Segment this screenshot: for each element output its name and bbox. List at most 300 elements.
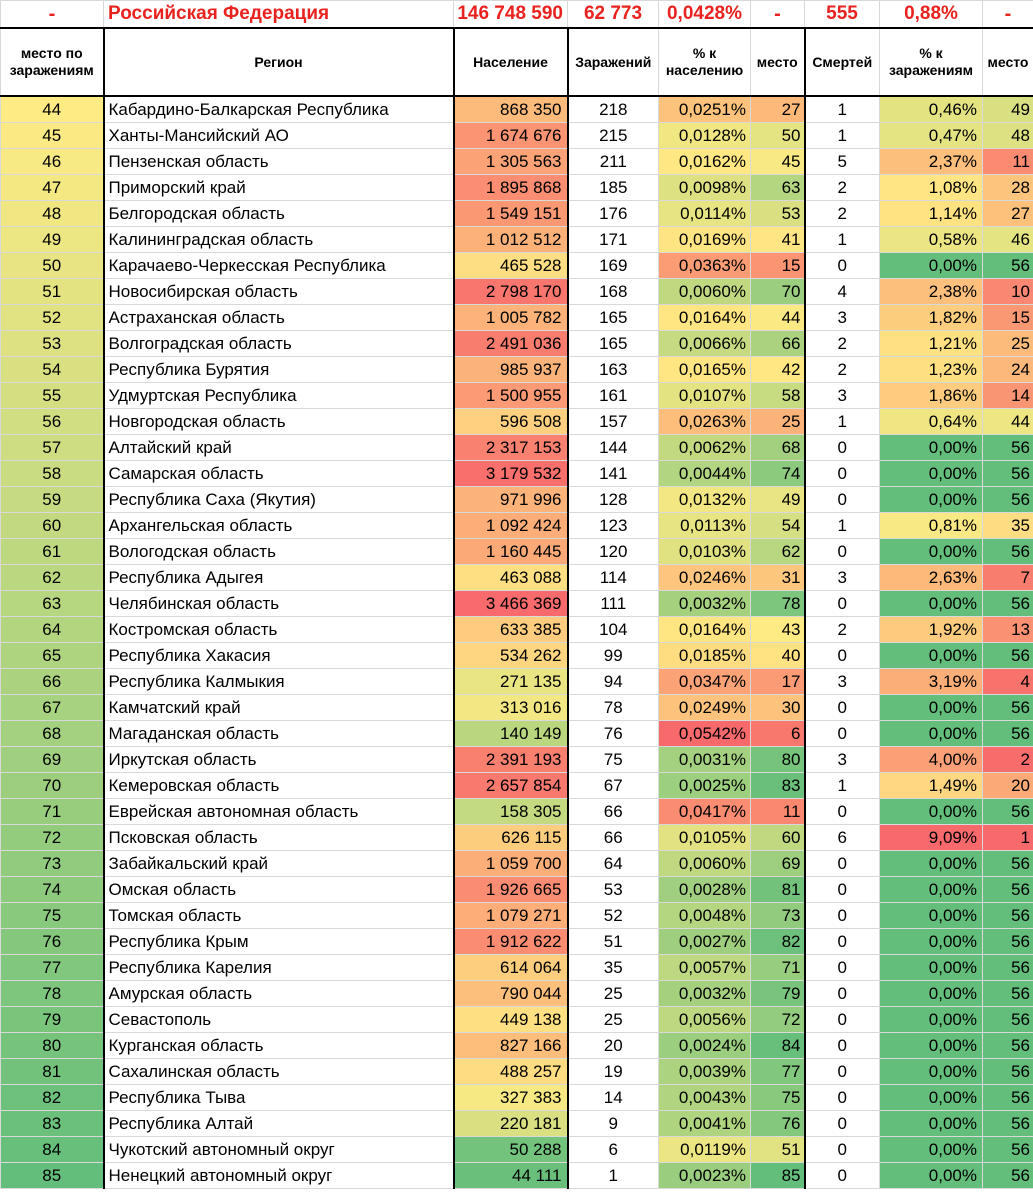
cell-population: 488 257 xyxy=(454,1059,568,1085)
cell-population: 534 262 xyxy=(454,643,568,669)
table-row xyxy=(1,1033,1033,1059)
table-row xyxy=(1,227,1033,253)
cell-place2: 27 xyxy=(983,201,1033,227)
cell-pct-population: 0,0119% xyxy=(659,1137,751,1163)
cell-population: 1 079 271 xyxy=(454,903,568,929)
cell-place2: 56 xyxy=(983,1059,1033,1085)
cell-population: 868 350 xyxy=(454,96,568,123)
cell-population: 790 044 xyxy=(454,981,568,1007)
cell-place2: 56 xyxy=(983,851,1033,877)
table-row xyxy=(1,123,1033,149)
cell-pct-population: 0,0028% xyxy=(659,877,751,903)
cell-pct-cases: 0,00% xyxy=(880,981,983,1007)
cell-deaths: 0 xyxy=(805,1033,880,1059)
total-pct-cases: 0,88% xyxy=(880,1,983,29)
cell-place: 50 xyxy=(751,123,805,149)
cell-deaths: 3 xyxy=(805,747,880,773)
cell-pct-population: 0,0113% xyxy=(659,513,751,539)
cell-place2: 44 xyxy=(983,409,1033,435)
cell-pct-population: 0,0044% xyxy=(659,461,751,487)
cell-rank: 65 xyxy=(1,643,104,669)
table-row xyxy=(1,96,1033,123)
cell-region: Кемеровская область xyxy=(104,773,454,799)
cell-rank: 53 xyxy=(1,331,104,357)
cell-place: 54 xyxy=(751,513,805,539)
cell-pct-cases: 0,00% xyxy=(880,1059,983,1085)
cell-pct-population: 0,0056% xyxy=(659,1007,751,1033)
cell-place: 75 xyxy=(751,1085,805,1111)
cell-cases: 66 xyxy=(568,825,659,851)
cell-population: 465 528 xyxy=(454,253,568,279)
cell-place: 83 xyxy=(751,773,805,799)
cell-cases: 51 xyxy=(568,929,659,955)
cell-deaths: 1 xyxy=(805,513,880,539)
total-region: Российская Федерация xyxy=(104,1,454,29)
cell-deaths: 0 xyxy=(805,1059,880,1085)
cell-deaths: 1 xyxy=(805,409,880,435)
cell-population: 971 996 xyxy=(454,487,568,513)
cell-region: Новгородская область xyxy=(104,409,454,435)
cell-population: 626 115 xyxy=(454,825,568,851)
cell-place2: 10 xyxy=(983,279,1033,305)
cell-deaths: 0 xyxy=(805,435,880,461)
cell-region: Курганская область xyxy=(104,1033,454,1059)
cell-pct-cases: 1,23% xyxy=(880,357,983,383)
cell-cases: 123 xyxy=(568,513,659,539)
cell-population: 1 500 955 xyxy=(454,383,568,409)
cell-pct-population: 0,0027% xyxy=(659,929,751,955)
cell-rank: 73 xyxy=(1,851,104,877)
cell-population: 327 383 xyxy=(454,1085,568,1111)
cell-pct-population: 0,0128% xyxy=(659,123,751,149)
cell-region: Республика Тыва xyxy=(104,1085,454,1111)
table-row xyxy=(1,305,1033,331)
cell-deaths: 6 xyxy=(805,825,880,851)
table-row xyxy=(1,513,1033,539)
cell-place: 44 xyxy=(751,305,805,331)
cell-pct-cases: 0,00% xyxy=(880,435,983,461)
cell-region: Республика Саха (Якутия) xyxy=(104,487,454,513)
cell-cases: 1 xyxy=(568,1163,659,1189)
cell-pct-population: 0,0025% xyxy=(659,773,751,799)
cell-place: 71 xyxy=(751,955,805,981)
cell-region: Калининградская область xyxy=(104,227,454,253)
cell-pct-cases: 9,09% xyxy=(880,825,983,851)
cell-pct-cases: 1,86% xyxy=(880,383,983,409)
cell-deaths: 4 xyxy=(805,279,880,305)
cell-region: Республика Крым xyxy=(104,929,454,955)
header-pct-cases: % к заражениям xyxy=(880,28,983,96)
cell-population: 633 385 xyxy=(454,617,568,643)
cell-deaths: 0 xyxy=(805,1163,880,1189)
cell-pct-cases: 1,82% xyxy=(880,305,983,331)
table-row xyxy=(1,695,1033,721)
cell-pct-population: 0,0132% xyxy=(659,487,751,513)
header-region: Регион xyxy=(104,28,454,96)
total-pct-population: 0,0428% xyxy=(659,1,751,29)
cell-region: Кабардино-Балкарская Республика xyxy=(104,96,454,123)
cell-deaths: 3 xyxy=(805,669,880,695)
cell-pct-cases: 0,00% xyxy=(880,877,983,903)
cell-deaths: 0 xyxy=(805,539,880,565)
cell-cases: 19 xyxy=(568,1059,659,1085)
table-row xyxy=(1,851,1033,877)
cell-place: 27 xyxy=(751,96,805,123)
cell-place2: 56 xyxy=(983,1033,1033,1059)
cell-place: 80 xyxy=(751,747,805,773)
cell-pct-cases: 0,00% xyxy=(880,487,983,513)
cell-place2: 48 xyxy=(983,123,1033,149)
cell-population: 3 179 532 xyxy=(454,461,568,487)
cell-place2: 1 xyxy=(983,825,1033,851)
cell-place2: 28 xyxy=(983,175,1033,201)
cell-cases: 168 xyxy=(568,279,659,305)
table-row xyxy=(1,565,1033,591)
cell-deaths: 0 xyxy=(805,1137,880,1163)
table-row xyxy=(1,773,1033,799)
cell-population: 140 149 xyxy=(454,721,568,747)
cell-place2: 56 xyxy=(983,955,1033,981)
cell-deaths: 0 xyxy=(805,253,880,279)
cell-cases: 128 xyxy=(568,487,659,513)
cell-population: 2 391 193 xyxy=(454,747,568,773)
cell-cases: 25 xyxy=(568,1007,659,1033)
cell-population: 1 059 700 xyxy=(454,851,568,877)
cell-place2: 56 xyxy=(983,981,1033,1007)
cell-pct-cases: 2,63% xyxy=(880,565,983,591)
cell-region: Республика Калмыкия xyxy=(104,669,454,695)
table-row xyxy=(1,1111,1033,1137)
cell-rank: 66 xyxy=(1,669,104,695)
cell-deaths: 0 xyxy=(805,851,880,877)
cell-pct-population: 0,0165% xyxy=(659,357,751,383)
cell-place2: 20 xyxy=(983,773,1033,799)
cell-deaths: 5 xyxy=(805,149,880,175)
cell-rank: 85 xyxy=(1,1163,104,1189)
cell-region: Ханты-Мансийский АО xyxy=(104,123,454,149)
cell-region: Астраханская область xyxy=(104,305,454,331)
cell-place: 68 xyxy=(751,435,805,461)
header-deaths: Смертей xyxy=(805,28,880,96)
cell-place2: 56 xyxy=(983,643,1033,669)
table-row xyxy=(1,955,1033,981)
cell-pct-population: 0,0060% xyxy=(659,851,751,877)
cell-pct-cases: 0,81% xyxy=(880,513,983,539)
cell-population: 1 926 665 xyxy=(454,877,568,903)
cell-pct-cases: 0,00% xyxy=(880,461,983,487)
cell-deaths: 1 xyxy=(805,96,880,123)
cell-place: 31 xyxy=(751,565,805,591)
total-cases: 62 773 xyxy=(568,1,659,29)
cell-pct-population: 0,0162% xyxy=(659,149,751,175)
cell-cases: 165 xyxy=(568,305,659,331)
cell-pct-population: 0,0417% xyxy=(659,799,751,825)
cell-place: 43 xyxy=(751,617,805,643)
cell-region: Республика Карелия xyxy=(104,955,454,981)
cell-pct-population: 0,0032% xyxy=(659,981,751,1007)
cell-pct-population: 0,0023% xyxy=(659,1163,751,1189)
cell-rank: 49 xyxy=(1,227,104,253)
cell-cases: 120 xyxy=(568,539,659,565)
cell-place2: 56 xyxy=(983,461,1033,487)
cell-deaths: 0 xyxy=(805,643,880,669)
cell-place2: 11 xyxy=(983,149,1033,175)
cell-region: Волгоградская область xyxy=(104,331,454,357)
cell-pct-population: 0,0062% xyxy=(659,435,751,461)
cell-place: 41 xyxy=(751,227,805,253)
cell-region: Костромская область xyxy=(104,617,454,643)
cell-place: 30 xyxy=(751,695,805,721)
cell-rank: 76 xyxy=(1,929,104,955)
cell-cases: 6 xyxy=(568,1137,659,1163)
cell-cases: 157 xyxy=(568,409,659,435)
cell-region: Республика Адыгея xyxy=(104,565,454,591)
cell-place2: 13 xyxy=(983,617,1033,643)
cell-deaths: 0 xyxy=(805,903,880,929)
cell-place: 69 xyxy=(751,851,805,877)
total-deaths: 555 xyxy=(805,1,880,29)
cell-rank: 57 xyxy=(1,435,104,461)
total-rank: - xyxy=(1,1,104,29)
cell-pct-population: 0,0060% xyxy=(659,279,751,305)
table-row xyxy=(1,747,1033,773)
cell-region: Магаданская область xyxy=(104,721,454,747)
cell-pct-cases: 0,00% xyxy=(880,253,983,279)
cell-pct-cases: 0,00% xyxy=(880,799,983,825)
cell-deaths: 0 xyxy=(805,1111,880,1137)
cell-place: 63 xyxy=(751,175,805,201)
cell-cases: 161 xyxy=(568,383,659,409)
cell-pct-cases: 2,38% xyxy=(880,279,983,305)
cell-pct-cases: 0,00% xyxy=(880,695,983,721)
cell-population: 2 657 854 xyxy=(454,773,568,799)
cell-pct-population: 0,0024% xyxy=(659,1033,751,1059)
cell-region: Республика Алтай xyxy=(104,1111,454,1137)
cell-pct-cases: 0,00% xyxy=(880,1007,983,1033)
cell-place: 73 xyxy=(751,903,805,929)
cell-cases: 78 xyxy=(568,695,659,721)
table-row xyxy=(1,591,1033,617)
cell-population: 1 895 868 xyxy=(454,175,568,201)
cell-population: 1 092 424 xyxy=(454,513,568,539)
table-row xyxy=(1,929,1033,955)
cell-rank: 59 xyxy=(1,487,104,513)
table-row xyxy=(1,799,1033,825)
cell-pct-cases: 1,14% xyxy=(880,201,983,227)
table-row xyxy=(1,149,1033,175)
cell-pct-population: 0,0041% xyxy=(659,1111,751,1137)
cell-place2: 56 xyxy=(983,1085,1033,1111)
cell-place2: 56 xyxy=(983,799,1033,825)
table-row xyxy=(1,331,1033,357)
cell-cases: 99 xyxy=(568,643,659,669)
cell-rank: 83 xyxy=(1,1111,104,1137)
cell-place: 6 xyxy=(751,721,805,747)
cell-pct-population: 0,0169% xyxy=(659,227,751,253)
cell-cases: 176 xyxy=(568,201,659,227)
cell-place2: 56 xyxy=(983,1111,1033,1137)
cell-population: 220 181 xyxy=(454,1111,568,1137)
cell-population: 449 138 xyxy=(454,1007,568,1033)
cell-cases: 104 xyxy=(568,617,659,643)
cell-cases: 165 xyxy=(568,331,659,357)
cell-deaths: 1 xyxy=(805,227,880,253)
cell-pct-cases: 0,00% xyxy=(880,903,983,929)
cell-pct-population: 0,0098% xyxy=(659,175,751,201)
table-row xyxy=(1,487,1033,513)
table-row xyxy=(1,1085,1033,1111)
cell-pct-population: 0,0164% xyxy=(659,617,751,643)
cell-cases: 171 xyxy=(568,227,659,253)
cell-region: Омская область xyxy=(104,877,454,903)
cell-pct-cases: 0,00% xyxy=(880,929,983,955)
table-row xyxy=(1,643,1033,669)
table-row xyxy=(1,357,1033,383)
cell-population: 1 005 782 xyxy=(454,305,568,331)
cell-rank: 77 xyxy=(1,955,104,981)
cell-place2: 56 xyxy=(983,877,1033,903)
cell-pct-population: 0,0032% xyxy=(659,591,751,617)
cell-place2: 4 xyxy=(983,669,1033,695)
cell-place2: 56 xyxy=(983,1007,1033,1033)
cell-pct-cases: 0,00% xyxy=(880,1085,983,1111)
cell-rank: 56 xyxy=(1,409,104,435)
cell-pct-cases: 1,08% xyxy=(880,175,983,201)
cell-cases: 185 xyxy=(568,175,659,201)
cell-region: Чукотский автономный округ xyxy=(104,1137,454,1163)
cell-cases: 25 xyxy=(568,981,659,1007)
table-row xyxy=(1,1137,1033,1163)
cell-pct-cases: 0,46% xyxy=(880,96,983,123)
cell-pct-cases: 0,00% xyxy=(880,539,983,565)
table-row xyxy=(1,383,1033,409)
cell-pct-population: 0,0043% xyxy=(659,1085,751,1111)
cell-rank: 80 xyxy=(1,1033,104,1059)
cell-cases: 218 xyxy=(568,96,659,123)
cell-rank: 79 xyxy=(1,1007,104,1033)
cell-pct-cases: 0,00% xyxy=(880,643,983,669)
cell-rank: 45 xyxy=(1,123,104,149)
cell-place: 66 xyxy=(751,331,805,357)
table-row xyxy=(1,539,1033,565)
cell-pct-cases: 0,00% xyxy=(880,1137,983,1163)
header-row xyxy=(1,28,1033,96)
cell-cases: 76 xyxy=(568,721,659,747)
cell-region: Камчатский край xyxy=(104,695,454,721)
cell-population: 1 912 622 xyxy=(454,929,568,955)
cell-place: 82 xyxy=(751,929,805,955)
cell-pct-population: 0,0114% xyxy=(659,201,751,227)
cell-region: Республика Бурятия xyxy=(104,357,454,383)
cell-population: 271 135 xyxy=(454,669,568,695)
header-cases: Заражений xyxy=(568,28,659,96)
cell-rank: 69 xyxy=(1,747,104,773)
cell-place: 45 xyxy=(751,149,805,175)
table-row xyxy=(1,409,1033,435)
cell-population: 158 305 xyxy=(454,799,568,825)
cell-deaths: 2 xyxy=(805,201,880,227)
table-body xyxy=(1,96,1033,1189)
cell-pct-population: 0,0031% xyxy=(659,747,751,773)
cell-place: 70 xyxy=(751,279,805,305)
cell-place: 40 xyxy=(751,643,805,669)
table-row xyxy=(1,903,1033,929)
cell-place: 85 xyxy=(751,1163,805,1189)
cell-pct-cases: 0,64% xyxy=(880,409,983,435)
cell-deaths: 0 xyxy=(805,695,880,721)
table-row xyxy=(1,1007,1033,1033)
cell-cases: 20 xyxy=(568,1033,659,1059)
cell-region: Новосибирская область xyxy=(104,279,454,305)
header-pct-population: % к населению xyxy=(659,28,751,96)
cell-place: 58 xyxy=(751,383,805,409)
cell-place: 78 xyxy=(751,591,805,617)
cell-deaths: 3 xyxy=(805,383,880,409)
cell-place2: 46 xyxy=(983,227,1033,253)
cell-deaths: 3 xyxy=(805,305,880,331)
cell-place: 81 xyxy=(751,877,805,903)
cell-region: Псковская область xyxy=(104,825,454,851)
cell-rank: 46 xyxy=(1,149,104,175)
cell-region: Севастополь xyxy=(104,1007,454,1033)
cell-region: Приморский край xyxy=(104,175,454,201)
total-place: - xyxy=(751,1,805,29)
header-population: Население xyxy=(454,28,568,96)
cell-place: 15 xyxy=(751,253,805,279)
cell-pct-cases: 0,00% xyxy=(880,1163,983,1189)
table-row xyxy=(1,279,1033,305)
total-row xyxy=(1,1,1033,29)
cell-place2: 56 xyxy=(983,929,1033,955)
cell-region: Еврейская автономная область xyxy=(104,799,454,825)
cell-place: 62 xyxy=(751,539,805,565)
cell-pct-population: 0,0347% xyxy=(659,669,751,695)
cell-population: 985 937 xyxy=(454,357,568,383)
table-row xyxy=(1,981,1033,1007)
cell-cases: 53 xyxy=(568,877,659,903)
cell-place2: 24 xyxy=(983,357,1033,383)
cell-rank: 71 xyxy=(1,799,104,825)
cell-pct-cases: 0,00% xyxy=(880,955,983,981)
cell-rank: 52 xyxy=(1,305,104,331)
cell-region: Сахалинская область xyxy=(104,1059,454,1085)
header-place: место xyxy=(751,28,805,96)
table-row xyxy=(1,435,1033,461)
cell-cases: 144 xyxy=(568,435,659,461)
cell-cases: 111 xyxy=(568,591,659,617)
cell-pct-cases: 0,00% xyxy=(880,1033,983,1059)
table-row xyxy=(1,253,1033,279)
cell-rank: 54 xyxy=(1,357,104,383)
cell-rank: 62 xyxy=(1,565,104,591)
cell-rank: 61 xyxy=(1,539,104,565)
cell-deaths: 0 xyxy=(805,929,880,955)
cell-rank: 64 xyxy=(1,617,104,643)
cell-deaths: 0 xyxy=(805,981,880,1007)
cell-cases: 52 xyxy=(568,903,659,929)
cell-place: 60 xyxy=(751,825,805,851)
cell-region: Ненецкий автономный округ xyxy=(104,1163,454,1189)
cell-pct-cases: 0,58% xyxy=(880,227,983,253)
cell-population: 1 012 512 xyxy=(454,227,568,253)
cell-place2: 15 xyxy=(983,305,1033,331)
cell-deaths: 3 xyxy=(805,565,880,591)
cell-rank: 58 xyxy=(1,461,104,487)
cell-place: 25 xyxy=(751,409,805,435)
cell-place: 76 xyxy=(751,1111,805,1137)
cell-pct-cases: 1,21% xyxy=(880,331,983,357)
cell-pct-population: 0,0363% xyxy=(659,253,751,279)
